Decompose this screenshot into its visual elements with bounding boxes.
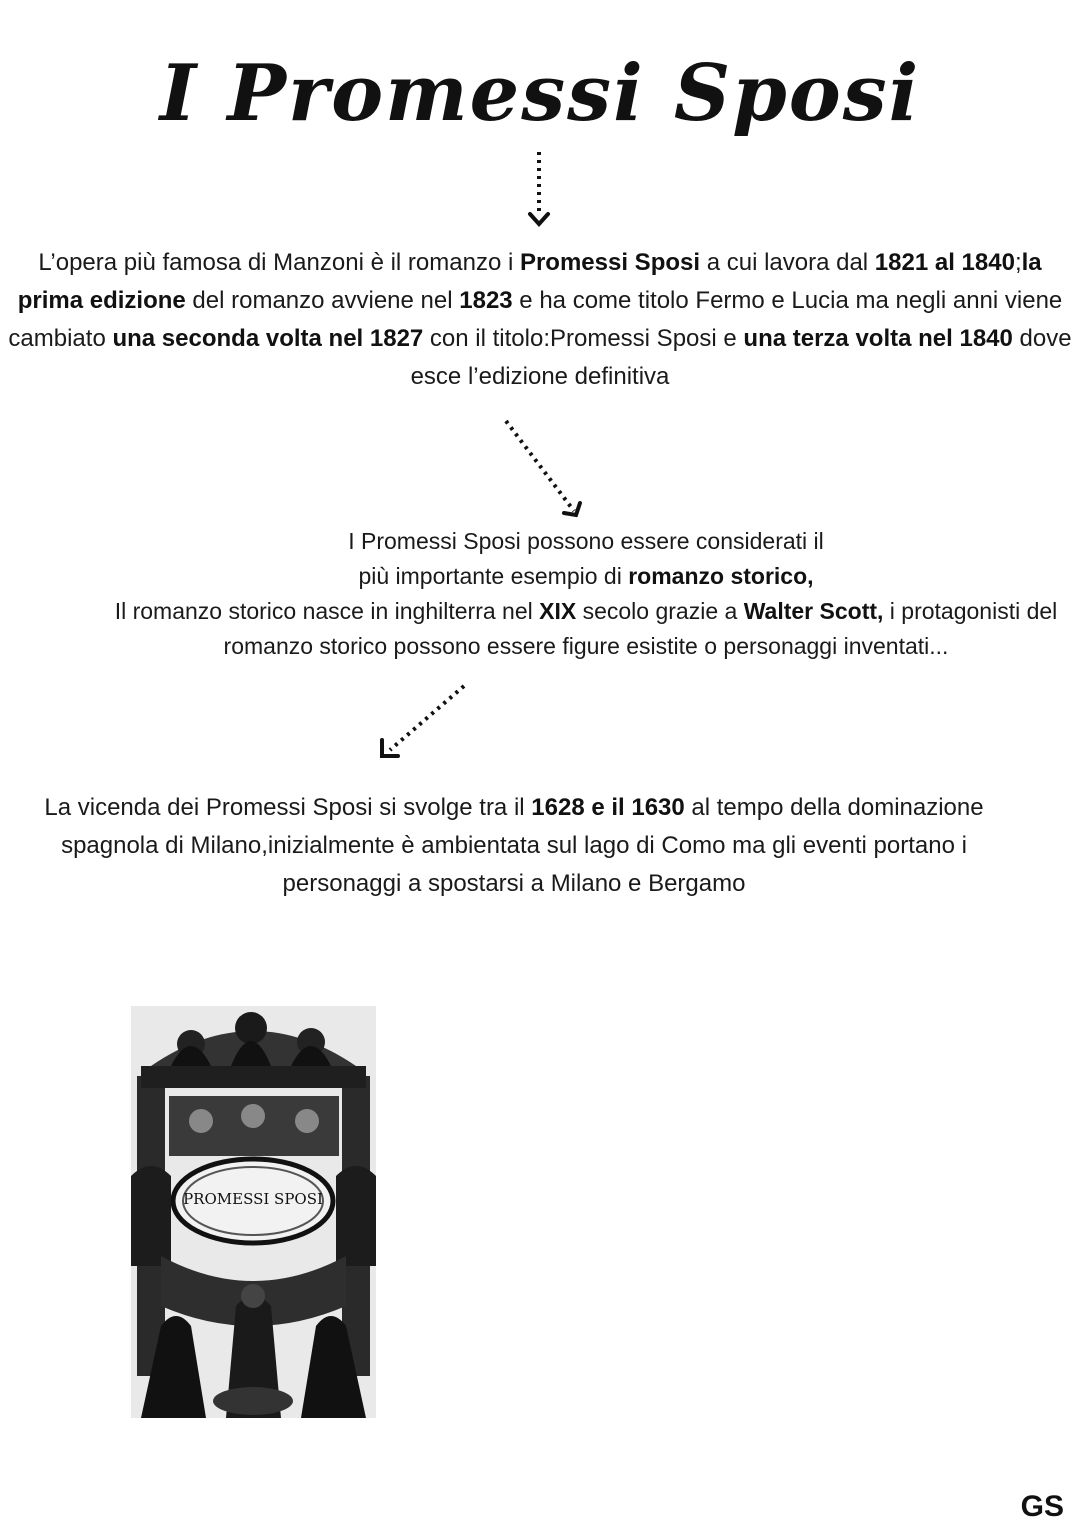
paragraph-historical-novel: [92, 524, 1080, 664]
dotted-arrow-diagonal-right-icon: [500, 415, 592, 527]
text-run: L’opera più famosa di Manzoni è il romanzo i: [38, 249, 520, 276]
text-run: I Promessi Sposi possono essere considerati il: [348, 528, 824, 554]
text-run: dove esce l’edizione definitiva: [410, 325, 1072, 390]
paragraph-publication-history: [6, 244, 1074, 396]
text-run: più importante esempio di: [358, 563, 629, 589]
text-run: con il titolo:Promessi Sposi e: [423, 325, 744, 352]
bold-text: 1628 e il 1630: [531, 794, 685, 821]
text-run: ;: [1014, 249, 1022, 276]
bold-text: una terza volta nel 1840: [743, 325, 1013, 352]
text-run: i protagonisti del romanzo storico possono essere figure esistite o personaggi inventati...: [223, 598, 1058, 659]
bold-text: Promessi Sposi: [519, 249, 701, 276]
dotted-arrow-down-icon: [526, 150, 552, 232]
paragraph-setting: [14, 789, 1014, 903]
bold-text: la prima edizione: [17, 249, 1042, 314]
book-cover-image: [131, 1006, 376, 1418]
author-initials: GS: [1020, 1490, 1064, 1523]
bold-text: romanzo storico,: [628, 563, 814, 589]
bold-text: 1823: [459, 287, 513, 314]
book-cover-label: PROMESSI SPOSI: [183, 1190, 323, 1208]
text-run: Il romanzo storico nasce in inghilterra nel: [114, 598, 540, 624]
text-run: del romanzo avviene nel: [185, 287, 460, 314]
bold-text: 1821 al 1840: [874, 249, 1015, 276]
text-run: secolo grazie a: [576, 598, 744, 624]
text-run: al tempo della dominazione spagnola di Milano,inizialmente è ambientata sul lago di Como ma gli eventi portano i personaggi a spostarsi a Milano e Bergamo: [61, 794, 984, 897]
text-run: La vicenda dei Promessi Sposi si svolge tra il: [44, 794, 532, 821]
page-title: I Promessi Sposi: [159, 48, 921, 139]
bold-text: una seconda volta nel 1827: [112, 325, 424, 352]
dotted-arrow-diagonal-left-icon: [372, 680, 472, 766]
bold-text: Walter Scott,: [743, 598, 884, 624]
bold-text: XIX: [539, 598, 577, 624]
text-run: a cui lavora dal: [700, 249, 875, 276]
text-run: e ha come titolo Fermo e Lucia ma negli anni viene cambiato: [8, 287, 1063, 352]
